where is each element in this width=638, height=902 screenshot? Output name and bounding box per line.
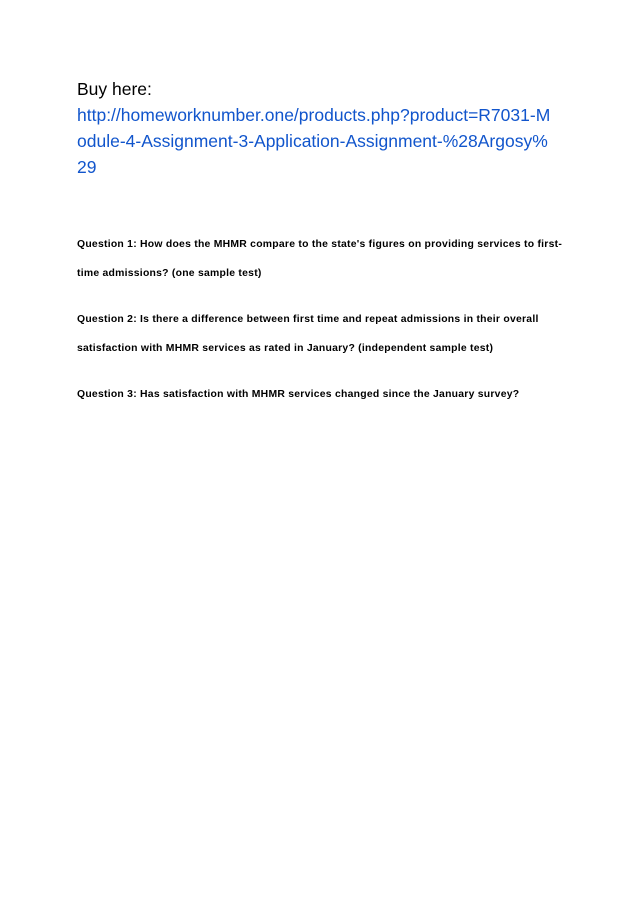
question-3: Question 3: Has satisfaction with MHMR services changed since the January survey? (77, 389, 520, 400)
product-link[interactable]: http://homeworknumber.one/products.php?product=R7031-Module-4-Assignment-3-Application-Assignment-%28Argosy%29 (77, 105, 551, 177)
question-2: Question 2: Is there a difference between first time and repeat admissions in their overall satisfaction with MHMR services as rated in January? (independent sample test) (77, 314, 539, 354)
question-1: Question 1: How does the MHMR compare to the state's figures on providing services to first-time admissions? (one sample test) (77, 239, 563, 279)
document-content (77, 76, 567, 426)
question-list (77, 230, 567, 409)
buy-here-label: Buy here: (77, 79, 152, 99)
